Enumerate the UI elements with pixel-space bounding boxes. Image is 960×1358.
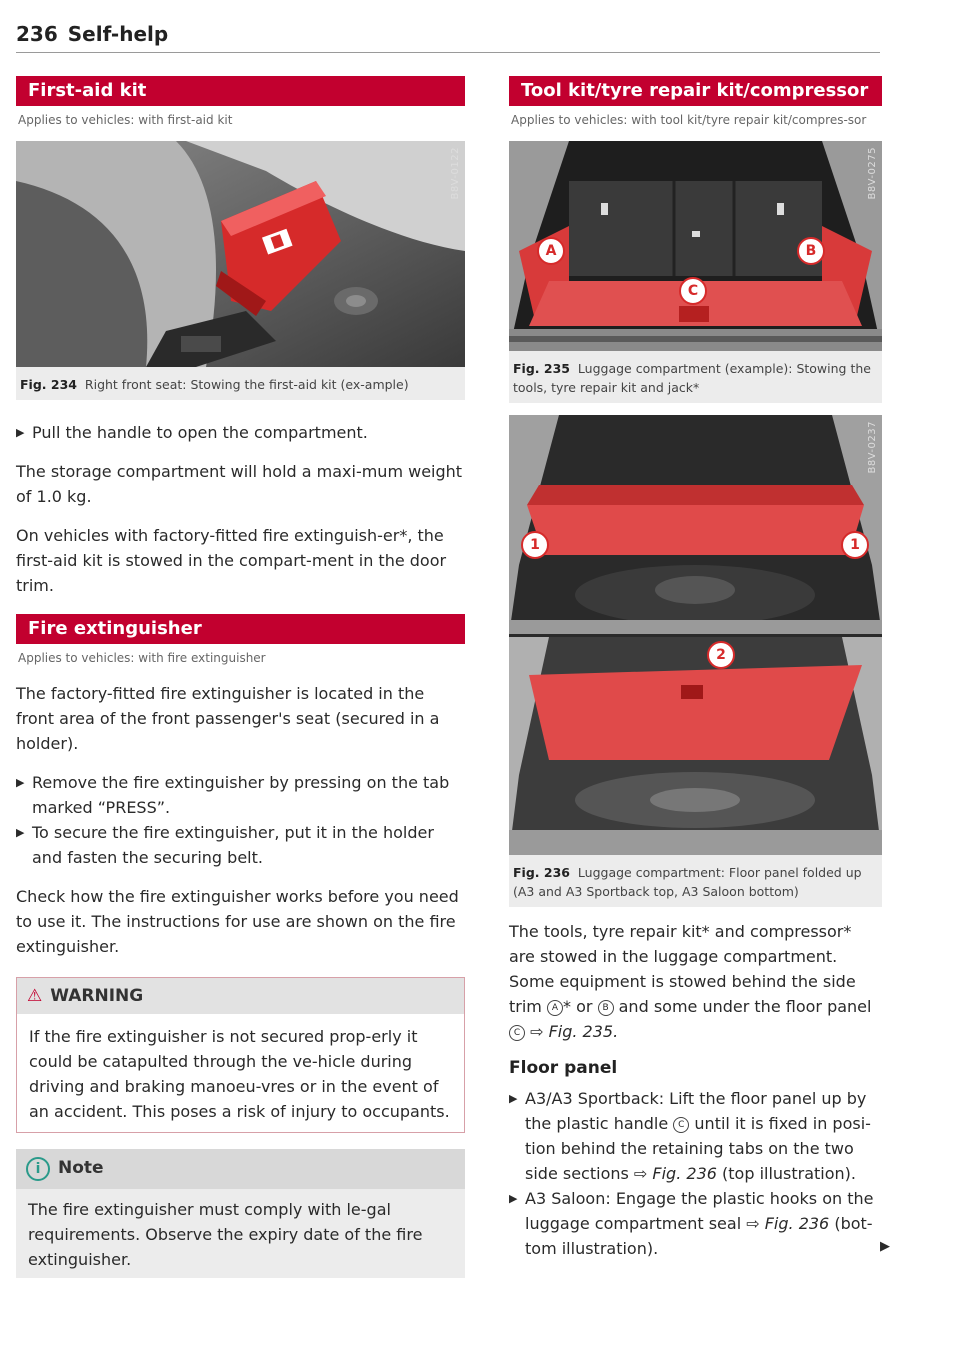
callout-a: A (537, 237, 565, 265)
luggage-compartment-illustration (509, 141, 882, 351)
left-column (16, 76, 465, 1278)
warning-box (16, 977, 465, 1133)
section-title-fire: Fire extinguisher (16, 614, 465, 644)
floor-step-2: ▶ A3 Saloon: Engage the plastic hooks on the luggage compartment seal ⇨ Fig. 236 (bot-tom illustration). ▶ (509, 1186, 882, 1261)
figure-234-caption-text: Right front seat: Stowing the first-aid kit (ex-ample) (84, 377, 409, 392)
figure-236-code: B8V-0237 (867, 421, 878, 474)
applies-first-aid: Applies to vehicles: with first-aid kit (18, 113, 233, 127)
first-aid-location: On vehicles with factory-fitted fire extinguish-er*, the first-aid kit is stowed in the compart-ment in the door trim. (16, 526, 447, 595)
floor-step-1: ▶ A3/A3 Sportback: Lift the floor panel up by the plastic handle C until it is fixed in posi-tion behind the retaining tabs on the two side sections ⇨ Fig. 236 (top illustration). (509, 1086, 882, 1186)
callout-2: 2 (707, 641, 735, 669)
figure-235-label: Fig. 235 (513, 361, 570, 376)
figure-235-caption (509, 351, 882, 403)
fire-location: The factory-fitted fire extinguisher is located in the front area of the front passenger's seat (secured in a holder). (16, 684, 440, 753)
figure-234-label: Fig. 234 (20, 377, 77, 392)
figure-235-code: B8V-0275 (867, 147, 878, 200)
fire-check: Check how the fire extinguisher works before you need to use it. The instructions for use are shown on the fire extinguisher. (16, 887, 459, 956)
bullet-arrow-icon: ▶ (16, 776, 25, 789)
fire-step-1: ▶ Remove the fire extinguisher by pressing on the tab marked “PRESS”. (16, 770, 465, 820)
figure-235-image (509, 141, 882, 351)
page-number: 236 (16, 22, 58, 46)
figure-235 (509, 141, 882, 403)
continued-arrow-icon: ▶ (880, 1239, 890, 1254)
applies-tool: Applies to vehicles: with tool kit/tyre repair kit/compres-sor (511, 113, 867, 127)
mark-c: C (509, 1025, 525, 1041)
fig-235-ref[interactable]: Fig. 235. (548, 1022, 619, 1041)
bullet-arrow-icon: ▶ (16, 826, 25, 839)
applies-fire: Applies to vehicles: with fire extinguisher (18, 651, 266, 665)
section-title-first-aid: First-aid kit (16, 76, 465, 106)
figure-234 (16, 141, 465, 400)
mark-a: A (547, 1000, 563, 1016)
page-header-title: Self-help (67, 22, 169, 46)
mark-b: B (598, 1000, 614, 1016)
figure-234-caption (16, 367, 465, 400)
callout-c: C (679, 277, 707, 305)
first-aid-weight: The storage compartment will hold a maxi-mum weight of 1.0 kg. (16, 462, 463, 506)
callout-b: B (797, 237, 825, 265)
first-aid-step: ▶ Pull the handle to open the compartment. (16, 420, 465, 445)
floor-panel-heading: Floor panel (509, 1058, 618, 1078)
fig-236-ref-1[interactable]: Fig. 236 (652, 1164, 717, 1183)
note-text: The fire extinguisher must comply with le-gal requirements. Observe the expiry date of the fire extinguisher. (16, 1189, 465, 1278)
header-rule (16, 52, 880, 53)
fire-step-2: ▶ To secure the fire extinguisher, put it in the holder and fasten the securing belt. (16, 820, 465, 870)
right-column (509, 76, 890, 1261)
figure-235-caption-text: Luggage compartment (example): Stowing the tools, tyre repair kit and jack* (513, 361, 871, 395)
figure-236-caption-text: Luggage compartment: Floor panel folded up (A3 and A3 Sportback top, A3 Saloon bottom) (513, 865, 862, 899)
figure-234-code: B8V-0122 (450, 147, 461, 200)
bullet-arrow-icon: ▶ (509, 1192, 518, 1205)
fig-236-ref-2[interactable]: Fig. 236 (764, 1214, 830, 1233)
floor-panel-illustration (509, 415, 882, 855)
note-box (16, 1149, 465, 1278)
figure-236-image (509, 415, 882, 855)
first-aid-kit-illustration (16, 141, 465, 367)
info-icon: i (26, 1157, 50, 1181)
page-header (16, 22, 168, 46)
figure-236 (509, 415, 882, 907)
section-title-tool: Tool kit/tyre repair kit/compressor (509, 76, 882, 106)
callout-1-right: 1 (841, 531, 869, 559)
bullet-arrow-icon: ▶ (16, 426, 25, 439)
figure-234-image (16, 141, 465, 367)
warning-triangle-icon: ⚠ (27, 986, 43, 1006)
figure-236-label: Fig. 236 (513, 865, 570, 880)
figure-236-caption (509, 855, 882, 907)
warning-text: If the fire extinguisher is not secured prop-erly it could be catapulted through the ve-hicle during driving and braking manoeu-vres or in the event of an accident. This poses a risk of injury to occupants. (29, 1027, 450, 1121)
warning-title: ⚠ WARNING (17, 978, 464, 1014)
callout-1-left: 1 (521, 531, 549, 559)
tool-intro: The tools, tyre repair kit* and compressor* are stowed in the luggage compartment. Some equipment is stowed behind the side trim A * or B and some under the floor panel C ⇨ Fig. 235. (509, 922, 872, 1041)
bullet-arrow-icon: ▶ (509, 1092, 518, 1105)
mark-c-handle: C (673, 1117, 689, 1133)
note-title: i Note (16, 1149, 465, 1189)
